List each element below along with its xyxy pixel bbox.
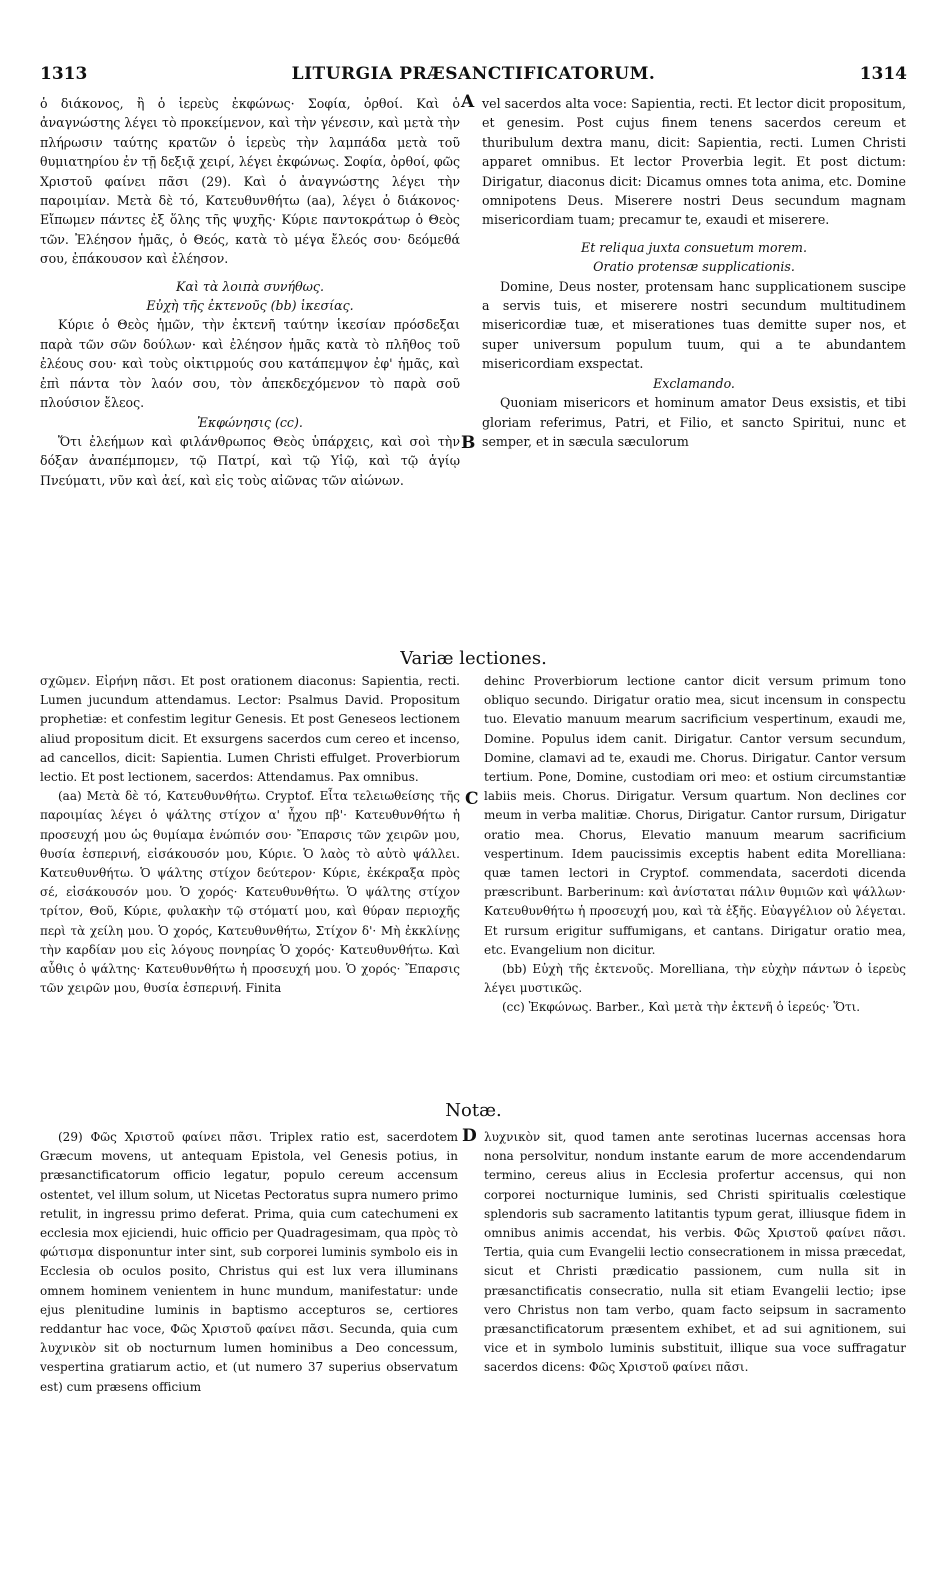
page-number-left: 1313 [40,64,88,84]
column-marker-c: C [465,789,479,809]
notae-left-column [40,1128,458,1397]
greek-main-column [40,94,460,490]
notae-right-column [484,1128,906,1378]
running-title: LITURGIA PRÆSANCTIFICATORUM. [291,64,656,84]
variae-right-column [484,672,906,1018]
page-header [40,64,907,86]
notae-left-paragraph: (29) Φῶς Χριστοῦ φαίνει πᾶσι. Triplex ratio est, sacerdotem Græcum movens, ut antequam Epistola, vel Genesis potius, in præsanctificatorum officio legatur, populo cereum accensum ostentet, vel illum solum, ut Nicetas Pectoratus supra numero primo retulit, in ingressu primo deferat. Prima, quia cum catechumeni ex ecclesia mox ejiciendi, huic officio per Quadragesimam, qua πρὸς τὸ φώτισμα disponuntur inter sint, sub corporei luminis symbolo eis in Ecclesia ob oculos posito, Christus qui est lux vera illuminans omnem hominem venientem in hunc mundum, manifestatur: unde ejus plenitudine luminis in baptismo accepturos se, certiores reddantur hac voce, Φῶς Χριστοῦ φαίνει πᾶσι. Secunda, quia cum λυχνικὸν sit ob nocturnum lumen hominibus a Deo concessum, vespertina gratiarum actio, et (ut numero 37 superius observatum est) cum præsens officium [40,1130,458,1394]
latin-prayer-text: Domine, Deus noster, protensam hanc supplicationem suscipe a servis tuis, et miserere nostri secundum multitudinem misericordiæ tuæ, et miserationes tuas demitte super nos, et super universum populum tuum, qui a te abundantem misericordiam exspectat. [482,278,906,372]
latin-main-column [482,94,906,451]
greek-rubric-heading: Καὶ τὰ λοιπὰ συνήθως. [176,278,324,294]
column-marker-d: D [462,1126,477,1146]
variae-left-paragraph: σχῶμεν. Εἰρήνη πᾶσι. Et post orationem diaconus: Sapientia, recti. Lumen jucundum attendamus. Lector: Psalmus David. Propositum prophetiæ: et confestim legitur Genesis. Et post Geneseos lectionem aliud propositum dicit. Et exsurgens sacerdos cum cereo et incenso, ad cancellos, dicit: Sapientia. Lumen Christi effulget. Proverbiorum lectio. Et post lectionem, sacerdos: Attendamus. Pax omnibus. [40,674,460,785]
latin-prayer-title: Oratio protensæ supplicationis. [593,259,795,275]
variae-note-bb: (bb) Εὐχὴ τῆς ἐκτενοῦς. Morelliana, τὴν εὐχὴν πάντων ὁ ἱερεὺς λέγει μυστικῶς. [484,962,906,996]
greek-ekphonesis-text: Ὅτι ἐλεήμων καὶ φιλάνθρωπος Θεὸς ὑπάρχεις, καὶ σοὶ τὴν δόξαν ἀναπέμπομεν, τῷ Πατρί, καὶ τῷ Υἱῷ, καὶ τῷ ἁγίῳ Πνεύματι, νῦν καὶ ἀεί, καὶ εἰς τοὺς αἰῶνας τῶν αἰώνων. [40,433,460,488]
latin-ekphonesis-text: Quoniam misericors et hominum amator Deus exsistis, et tibi gloriam referimus, Patri, et Filio, et sancto Spiritui, nunc et semper, et in sæcula sæculorum [482,395,906,449]
greek-prayer-text: Κύριε ὁ Θεὸς ἡμῶν, τὴν ἐκτενῆ ταύτην ἱκεσίαν πρόσδεξαι παρὰ τῶν σῶν δούλων· καὶ ἐλέησον ἡμᾶς κατὰ τὸ πλῆθος τοῦ ἐλέους σου· καὶ τοὺς οἰκτιρμούς σου κατάπεμψον ἐφ' ἡμᾶς, καὶ ἐπὶ πάντα τὸν λαόν σου, τὸν ἀπεκδεχόμενον τὸ παρὰ σοῦ πλούσιον ἔλεος. [40,317,460,411]
variae-note-cc: (cc) Ἐκφώνως. Barber., Καὶ μετὰ τὴν ἐκτενῆ ὁ ἱερεύς· Ὅτι. [502,1000,861,1015]
latin-ekphonesis-title: Exclamando. [653,375,735,391]
greek-prayer-title: Εὐχὴ τῆς ἐκτενοῦς (bb) ἱκεσίας. [146,298,354,314]
variae-right-paragraph: dehinc Proverbiorum lectione cantor dicit versum primum tono obliquo secundo. Dirigatur oratio mea, sicut incensum in conspectu tuo. Elevatio manuum mearum sacrificium vespertinum, exaudi me, Domine. Populus idem canit. Dirigatur. Cantor versum secundum, Domine, clamavi ad te, exaudi me. Chorus. Dirigatur. Cantor versum tertium. Pone, Domine, custodiam ori meo: et ostium circumstantiæ labiis meis. Chorus. Dirigatur. Versum quartum. Non declines cor meum in verba malitiæ. Chorus, Dirigatur. Cantor rursum, Dirigatur oratio mea. Chorus, Elevatio manuum mearum sacrificium vespertinum. Idem paucissimis exceptis habent edita Morelliana: quæ tamen lectori in Cryptof. commendata, sacerdoti dicenda præscribunt. Barberinum: καὶ ἀνίσταται πάλιν θυμιῶν καὶ ψάλλων· Κατευθυνθήτω ἡ προσευχή μου, καὶ τὰ ἑξῆς. Εὐαγγέλιον οὐ λέγεται. Et rursum erigitur suffumigans, et cantans. Dirigatur oratio mea, etc. Evangelium non dicitur. [484,674,906,957]
greek-rubric-paragraph: ὁ διάκονος, ἢ ὁ ἱερεὺς ἐκφώνως· Σοφία, ὀρθοί. Καὶ ὁ ἀναγνώστης λέγει τὸ προκείμενον, καὶ τὴν γένεσιν, καὶ μετὰ τὴν πλήρωσιν ταύτης κρατῶν ὁ ἱερεὺς τὴν λαμπάδα μετὰ τοῦ θυμιατηρίου ἐν τῇ δεξιᾷ χειρί, λέγει ἐκφώνως. Σοφία, ὀρθοί, φῶς Χριστοῦ φαίνει πᾶσι (29). Καὶ ὁ ἀναγνώστης λέγει τὴν παροιμίαν. Μετὰ δὲ τό, Κατευθυνθήτω (aa), λέγει ὁ διάκονος· Εἴπωμεν πάντες ἐξ ὅλης τῆς ψυχῆς· Κύριε παντοκράτωρ ὁ Θεὸς τῶν. Ἐλέησον ἡμᾶς, ὁ Θεός, κατὰ τὸ μέγα ἔλεός σου· δεόμεθά σου, ἐπάκουσον καὶ ἐλέησον. [40,96,460,267]
latin-rubric-paragraph: vel sacerdos alta voce: Sapientia, recti. Et lector dicit propositum, et genesim. Post cujus finem tenens sacerdos cereum et thuribulum dextra manu, dicit: Sapientia, recti. Lumen Christi apparet omnibus. Et lector Proverbia legit. Et post dictum: Dirigatur, diaconus dicit: Dicamus omnes tota anima, etc. Domine omnipotens Deus. Miserere nostri Deus secundum magnam misericordiam tuam; precamur te, exaudi et miserere. [482,96,906,228]
column-marker-b: B [461,433,476,453]
notae-right-paragraph: λυχνικὸν sit, quod tamen ante serotinas lucernas accensas hora nona persolvitur, nondum instante earum de more accendendarum termino, cereus alius in Ecclesia profertur accensus, qui non corporei nocturnique luminis, sed Christi spiritualis cœlestique splendoris sub sacramento latitantis typum gerat, illiusque fidem in omnibus animis accendat, his verbis. Φῶς Χριστοῦ φαίνει πᾶσι. Tertia, quia cum Evangelii lectio consecrationem in missa præcedat, sicut et Christi prædicatio passionem, cum nulla sit in præsanctificatis consecratio, nulla sit etiam Evangelii lectio; ipse vero Christus non tam verbo, quam facto seipsum in sacramento præsanctificatorum præsentem exhibet, et ad sui agnitionem, sui vice et in symbolo luminis substituit, illique sua voce suffragatur sacerdos dicens: Φῶς Χριστοῦ φαίνει πᾶσι. [484,1130,906,1375]
variae-note-aa: (aa) Μετὰ δὲ τό, Κατευθυνθήτω. Cryptof. Εἶτα τελειωθείσης τῆς παροιμίας λέγει ὁ ψάλτης στίχον α' ἦχου πβ'· Κατευθυνθήτω ἡ προσευχή μου ὡς θυμίαμα ἐνώπιόν σου· Ἔπαρσις τῶν χειρῶν μου, θυσία ἑσπερινή, εἰσάκουσόν μου, Κύριε. Ὁ λαὸς τὸ αὐτὸ ψάλλει. Κατευθυνθήτω. Ὁ ψάλτης στίχον δεύτερον· Κύριε, ἐκέκραξα πρὸς σέ, εἰσάκουσόν μου. Ὁ χορός· Κατευθυνθήτω. Ὁ ψάλτης στίχον τρίτον, Θοῦ, Κύριε, φυλακὴν τῷ στόματί μου, καὶ θύραν περιοχῆς περὶ τὰ χείλη μου. Ὁ χορός, Κατευθυνθήτω, Στίχον δ'· Μὴ ἐκκλίνῃς τὴν καρδίαν μου εἰς λόγους πονηρίας Ὁ χορός· Κατευθυνθήτω. Καὶ αὖθις ὁ ψάλτης· Κατευθυνθήτω ἡ προσευχή μου. Ὁ χορός· Ἔπαρσις τῶν χειρῶν μου, θυσία ἑσπερινή. Finita [40,789,460,996]
page-number-right: 1314 [859,64,907,84]
column-marker-a: A [461,92,475,112]
latin-rubric-heading: Et reliqua juxta consuetum morem. [581,239,807,255]
notae-heading: Notæ. [445,1100,502,1121]
greek-ekphonesis-title: Ἐκφώνησις (cc). [197,414,303,430]
variae-lectiones-heading: Variæ lectiones. [400,648,547,669]
variae-left-column [40,672,460,998]
